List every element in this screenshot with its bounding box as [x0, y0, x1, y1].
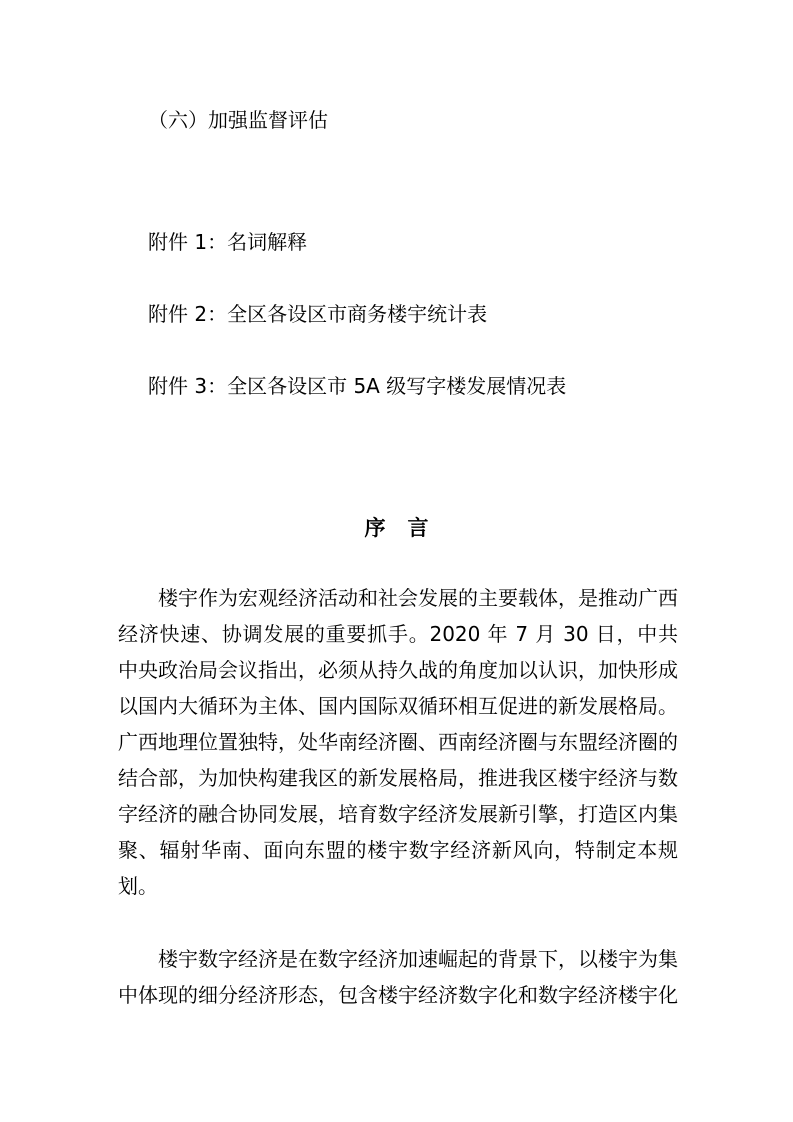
preface-paragraph-1: 楼宇作为宏观经济活动和社会发展的主要载体，是推动广西经济快速、协调发展的重要抓手。2020 年 7 月 30 日，中共中央政治局会议指出，必须从持久战的角度加以认识，加快形成以国内大循环为主体、国内国际双循环相互促进的新发展格局。广西地理位置独特，处华南经济圈、西南经济圈与东盟经济圈的结合部，为加快构建我区的新发展格局，推进我区楼宇经济与数字经济的融合协同发展，培育数字经济发展新引擎，打造区内集聚、辐射华南、面向东盟的楼宇数字经济新风向，特制定本规划。	[118, 586, 678, 898]
preface-title-char-2: 言	[407, 516, 429, 540]
preface-paragraph-2: 楼宇数字经济是在数字经济加速崛起的背景下，以楼宇为集中体现的细分经济形态，包含楼宇经济数字化和数字经济楼宇化	[118, 947, 678, 1007]
preface-title	[0, 514, 793, 542]
attachment-3: 附件 3：全区各设区市 5A 级写字楼发展情况表	[148, 374, 567, 398]
attachment-1: 附件 1：名词解释	[148, 230, 308, 254]
preface-title-char-1: 序	[364, 516, 386, 540]
section-heading-supervision: （六）加强监督评估	[148, 108, 328, 132]
attachment-2: 附件 2：全区各设区市商务楼宇统计表	[148, 302, 488, 326]
